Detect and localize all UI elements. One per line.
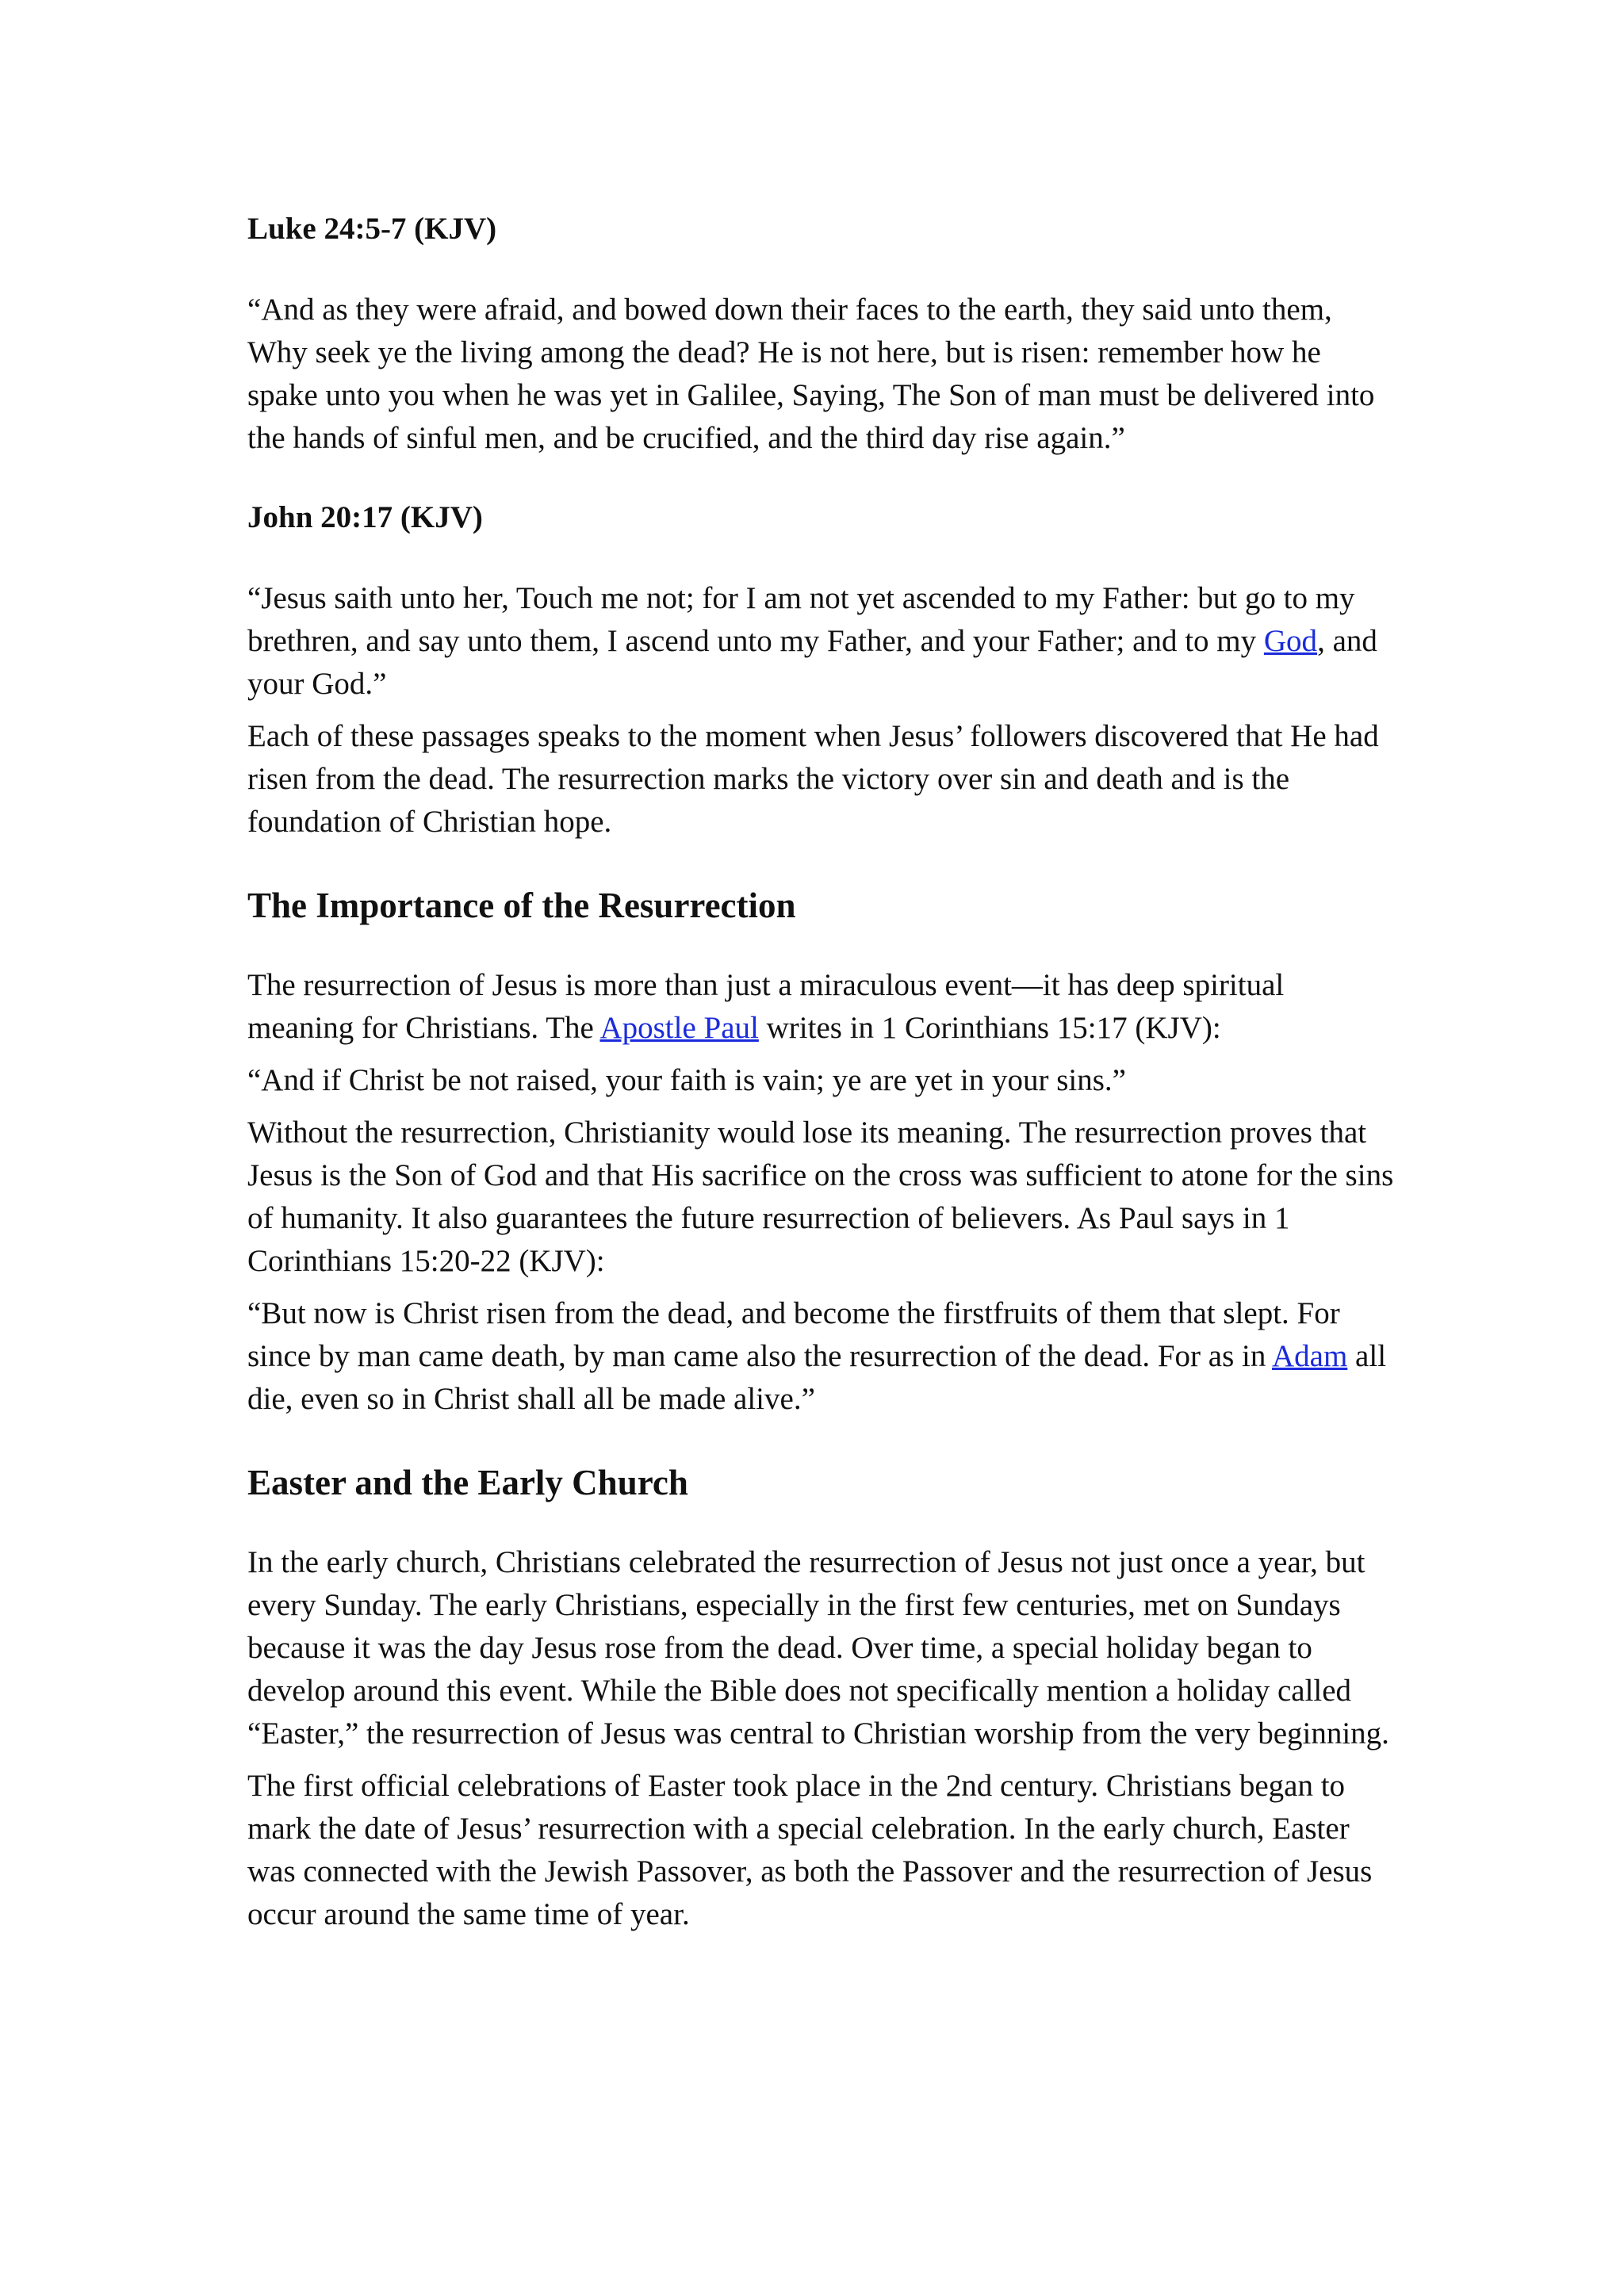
- scripture-quote-john: [247, 577, 1397, 706]
- quote-corinthians-end: all die, even so in Christ shall all be made alive.”: [247, 1339, 1387, 1416]
- importance-paragraph-1-end: writes in 1 Corinthians 15:17 (KJV):: [758, 1011, 1221, 1045]
- early-church-paragraph-2: The first official celebrations of Easter took place in the 2nd century. Christians began to mark the date of Jesus’ resurrection with a special celebration. In the early church, Easter was connected with the Jewish Passover, as both the Passover and the resurrection of Jesus occur around the same time of year.: [247, 1769, 1373, 1931]
- importance-paragraph-2: Without the resurrection, Christianity would lose its meaning. The resurrection proves that Jesus is the Son of God and that His sacrifice on the cross was sufficient to atone for the sins of humanity. It also guarantees the future resurrection of believers. As Paul says in 1 Corinthians 15:20-22 (KJV):: [247, 1115, 1394, 1278]
- scripture-quote-john-text-end: , and your God.”: [247, 624, 1377, 701]
- quote-1-corinthians-15-17: “And if Christ be not raised, your faith is vain; ye are yet in your sins.”: [247, 1063, 1126, 1097]
- quote-1-corinthians-15-20-22: [247, 1292, 1397, 1421]
- heading-importance-of-resurrection: The Importance of the Resurrection: [247, 886, 796, 925]
- link-apostle-paul[interactable]: Apostle Paul: [599, 1011, 759, 1045]
- importance-paragraph-1: [247, 964, 1397, 1050]
- quote-corinthians-start: “But now is Christ risen from the dead, and become the firstfruits of them that slept. For since by man came death, by man came also the resurrection of the dead. For as in: [247, 1296, 1340, 1373]
- scripture-quote-john-text-start: “Jesus saith unto her, Touch me not; for I am not yet ascended to my Father: but go to my brethren, and say unto them, I ascend unto my Father, and your Father; and to my: [247, 581, 1355, 658]
- passages-summary: Each of these passages speaks to the moment when Jesus’ followers discovered that He had risen from the dead. The resurrection marks the victory over sin and death and is the foundation of Christian hope.: [247, 719, 1379, 839]
- link-adam[interactable]: Adam: [1271, 1339, 1348, 1373]
- scripture-reference-luke: Luke 24:5-7 (KJV): [247, 212, 497, 246]
- heading-easter-early-church: Easter and the Early Church: [247, 1463, 688, 1502]
- scripture-reference-john: John 20:17 (KJV): [247, 500, 483, 534]
- scripture-quote-luke: “And as they were afraid, and bowed down their faces to the earth, they said unto them, Why seek ye the living among the dead? He is not here, but is risen: remember how he spake unto you when he was yet in Galilee, Saying, The Son of man must be delivered into the hands of sinful men, and be crucified, and the third day rise again.”: [247, 293, 1375, 455]
- link-god[interactable]: God: [1263, 624, 1318, 658]
- document-page: [247, 208, 1397, 1946]
- early-church-paragraph-1: In the early church, Christians celebrated the resurrection of Jesus not just once a year, but every Sunday. The early Christians, especially in the first few centuries, met on Sundays because it was the day Jesus rose from the dead. Over time, a special holiday began to develop around this event. While the Bible does not specifically mention a holiday called “Easter,” the resurrection of Jesus was central to Christian worship from the very beginning.: [247, 1545, 1389, 1751]
- importance-paragraph-1-start: The resurrection of Jesus is more than just a miraculous event—it has deep spiritual meaning for Christians. The: [247, 968, 1285, 1045]
